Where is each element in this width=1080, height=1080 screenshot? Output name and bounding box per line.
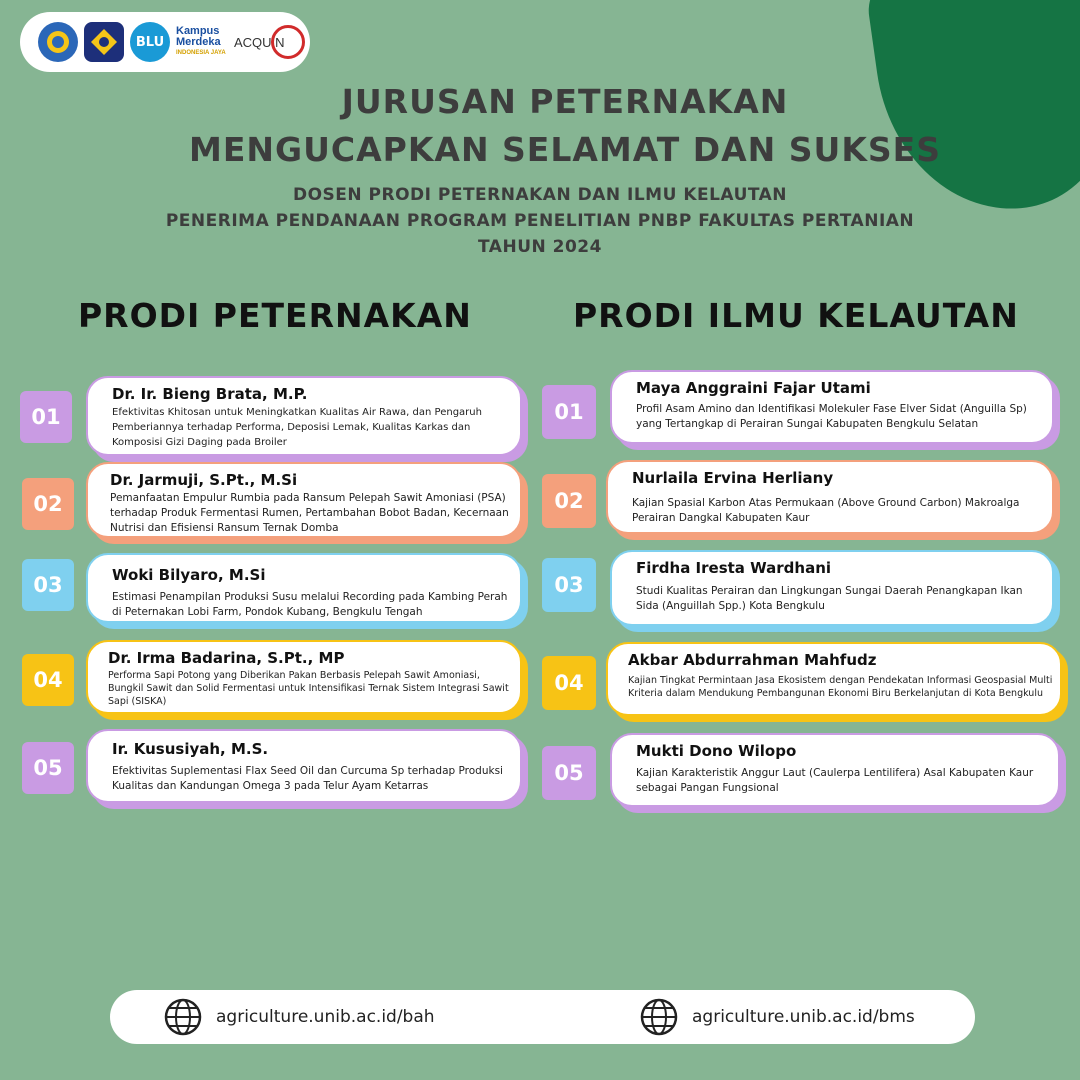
left-item-2-number: 02 <box>22 478 74 530</box>
right-item-1-number: 01 <box>542 385 596 439</box>
acquin-logo <box>234 25 305 59</box>
left-item-2-desc: Pemanfaatan Empulur Rumbia pada Ransum Pelepah Sawit Amoniasi (PSA) terhadap Produk Fermentasi Rumen, Pertambahan Bobot Badan, Kecernaan Nutrisi dan Efisiensi Ransum Ternak Domba <box>110 492 509 534</box>
unib-logo-icon <box>84 22 124 62</box>
acquin-ring-icon <box>271 25 305 59</box>
subheader-line-2: PENERIMA PENDANAAN PROGRAM PENELITIAN PNBP FAKULTAS PERTANIAN <box>165 211 915 231</box>
right-item-4-card <box>606 642 1062 716</box>
right-item-5-number: 05 <box>542 746 596 800</box>
right-item-1-desc: Profil Asam Amino dan Identifikasi Molekuler Fase Elver Sidat (Anguilla Sp) yang Tertangkap di Perairan Sungai Kabupaten Bengkulu Selatan <box>636 403 1027 430</box>
right-item-2-name: Nurlaila Ervina Herliany <box>632 469 834 487</box>
left-item-1-desc: Efektivitas Khitosan untuk Meningkatkan Kualitas Air Rawa, dan Pengaruh Pemberiannya terhadap Performa, Deposisi Lemak, Kualitas Karkas dan Komposisi Gizi Daging pada Broiler <box>112 407 482 448</box>
header-line-1: JURUSAN PETERNAKAN <box>341 82 789 121</box>
right-item-5-name: Mukti Dono Wilopo <box>636 742 797 760</box>
kampus-text: Kampus <box>176 24 220 37</box>
right-item-5-desc: Kajian Karakteristik Anggur Laut (Caulerpa Lentilifera) Asal Kabupaten Kaur sebagai Pangan Fungsional <box>636 767 1034 794</box>
right-item-3-card <box>610 550 1054 626</box>
kampus-merdeka-logo <box>176 26 228 59</box>
left-item-5-number: 05 <box>22 742 74 794</box>
subheader-line-3: TAHUN 2024 <box>478 237 602 257</box>
right-item-2-desc: Kajian Spasial Karbon Atas Permukaan (Above Ground Carbon) Makroalga Perairan Dangkal Kabupaten Kaur <box>632 497 1020 524</box>
left-item-1-card <box>86 376 522 456</box>
globe-icon <box>640 998 678 1036</box>
globe-icon <box>164 998 202 1036</box>
footer-link-bah-text: agriculture.unib.ac.id/bah <box>216 1007 435 1027</box>
left-item-2-card <box>86 462 522 538</box>
kemendikbud-logo-icon <box>38 22 78 62</box>
right-section-title: PRODI ILMU KELAUTAN <box>573 296 1019 335</box>
right-item-1-card <box>610 370 1054 444</box>
right-item-4-desc: Kajian Tingkat Permintaan Jasa Ekosistem dengan Pendekatan Informasi Geospasial Multi Kriteria dalam Mendukung Pembangunan Ekonomi Biru Berkelanjutan di Kota Bengkulu <box>628 675 1053 699</box>
header-line-2: MENGUCAPKAN SELAMAT DAN SUKSES <box>189 130 941 169</box>
right-item-3-desc: Studi Kualitas Perairan dan Lingkungan Sungai Daerah Penangkapan Ikan Sida (Anguillah Spp.) Kota Bengkulu <box>636 585 1023 612</box>
footer-bar <box>110 990 975 1044</box>
right-item-1-name: Maya Anggraini Fajar Utami <box>636 379 871 397</box>
merdeka-text: Merdeka <box>176 35 221 48</box>
footer-link-bah[interactable] <box>164 990 435 1044</box>
blu-logo <box>130 22 170 62</box>
left-section-title: PRODI PETERNAKAN <box>78 296 472 335</box>
left-item-4-desc: Performa Sapi Potong yang Diberikan Pakan Berbasis Pelepah Sawit Amoniasi, Bungkil Sawit dan Solid Fermentasi untuk Intensifikasi Ternak Sistem Integrasi Sawit Sapi (SISKA) <box>108 670 509 707</box>
left-item-4-name: Dr. Irma Badarina, S.Pt., MP <box>108 649 345 667</box>
left-item-5-name: Ir. Kususiyah, M.S. <box>112 740 269 758</box>
left-item-4-card <box>86 640 522 714</box>
left-item-1-number: 01 <box>20 391 72 443</box>
right-item-2-card <box>606 460 1054 534</box>
left-item-1-name: Dr. Ir. Bieng Brata, M.P. <box>112 385 308 403</box>
left-item-3-desc: Estimasi Penampilan Produksi Susu melalui Recording pada Kambing Perah di Peternakan Lobi Farm, Pondok Kubang, Bengkulu Tengah <box>112 591 508 618</box>
acquin-text: ACQUIN <box>234 34 285 50</box>
right-item-2-number: 02 <box>542 474 596 528</box>
right-item-4-name: Akbar Abdurrahman Mahfudz <box>628 651 877 669</box>
footer-link-bms-text: agriculture.unib.ac.id/bms <box>692 1007 915 1027</box>
kampus-sub-text: INDONESIA JAYA <box>176 49 226 56</box>
left-item-2-name: Dr. Jarmuji, S.Pt., M.Si <box>110 471 298 489</box>
right-item-5-card <box>610 733 1060 807</box>
right-item-3-name: Firdha Iresta Wardhani <box>636 559 832 577</box>
subheader-line-1: DOSEN PRODI PETERNAKAN DAN ILMU KELAUTAN <box>292 185 788 205</box>
right-item-3-number: 03 <box>542 558 596 612</box>
left-item-3-number: 03 <box>22 559 74 611</box>
left-item-3-name: Woki Bilyaro, M.Si <box>112 566 266 584</box>
left-item-3-card <box>86 553 522 623</box>
left-item-5-card <box>86 729 522 803</box>
left-item-5-desc: Efektivitas Suplementasi Flax Seed Oil dan Curcuma Sp terhadap Produksi Kualitas dan Kandungan Omega 3 pada Telur Ayam Ketarras <box>112 765 503 792</box>
logo-bar <box>20 12 310 72</box>
footer-link-bms[interactable] <box>640 990 915 1044</box>
blu-logo-text: BLU <box>135 34 165 50</box>
right-item-4-number: 04 <box>542 656 596 710</box>
left-item-4-number: 04 <box>22 654 74 706</box>
